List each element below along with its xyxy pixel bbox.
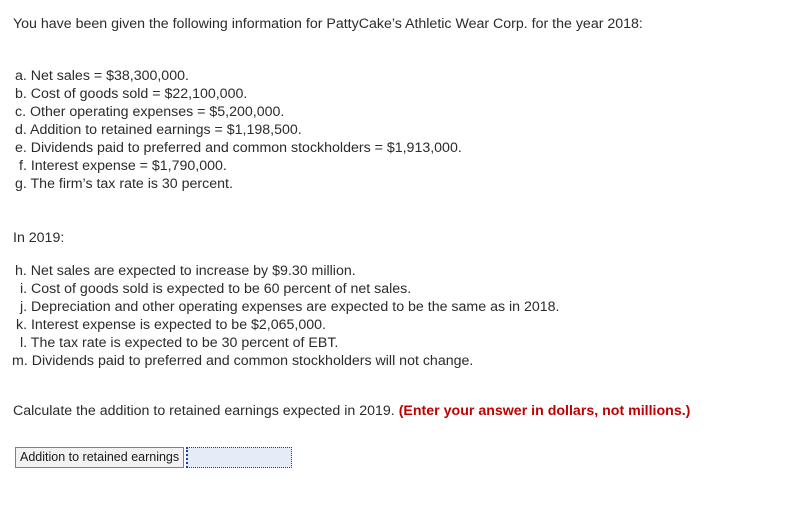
list-item: b. Cost of goods sold = $22,100,000.	[15, 86, 248, 102]
list-item: k. Interest expense is expected to be $2,065,000.	[16, 317, 326, 333]
list-item: c. Other operating expenses = $5,200,000.	[15, 104, 285, 120]
list-item: h. Net sales are expected to increase by $9.30 million.	[15, 263, 356, 279]
answer-row	[15, 447, 292, 468]
list-item: a. Net sales = $38,300,000.	[15, 68, 189, 84]
list-item: l. The tax rate is expected to be 30 percent of EBT.	[20, 335, 339, 351]
answer-format-instruction: (Enter your answer in dollars, not millions.)	[398, 403, 691, 419]
answer-label: Addition to retained earnings	[15, 447, 184, 468]
year-2019-heading: In 2019:	[13, 230, 65, 246]
expected-info-2019-list	[12, 262, 560, 370]
list-item: m. Dividends paid to preferred and common stockholders will not change.	[12, 353, 474, 369]
given-info-2018-list	[15, 67, 462, 193]
list-item: e. Dividends paid to preferred and common stockholders = $1,913,000.	[15, 140, 462, 156]
list-item: i. Cost of goods sold is expected to be 60 percent of net sales.	[20, 281, 412, 297]
list-item: f. Interest expense = $1,790,000.	[19, 158, 227, 174]
addition-to-retained-earnings-input[interactable]	[186, 447, 292, 468]
question-text: Calculate the addition to retained earnings expected in 2019.	[13, 403, 399, 419]
list-item: g. The firm’s tax rate is 30 percent.	[15, 176, 233, 192]
question-prompt	[13, 402, 690, 420]
list-item: d. Addition to retained earnings = $1,198,500.	[15, 122, 302, 138]
problem-intro: You have been given the following information for PattyCake’s Athletic Wear Corp. for the year 2018:	[13, 16, 643, 32]
list-item: j. Depreciation and other operating expenses are expected to be the same as in 2018.	[20, 299, 560, 315]
